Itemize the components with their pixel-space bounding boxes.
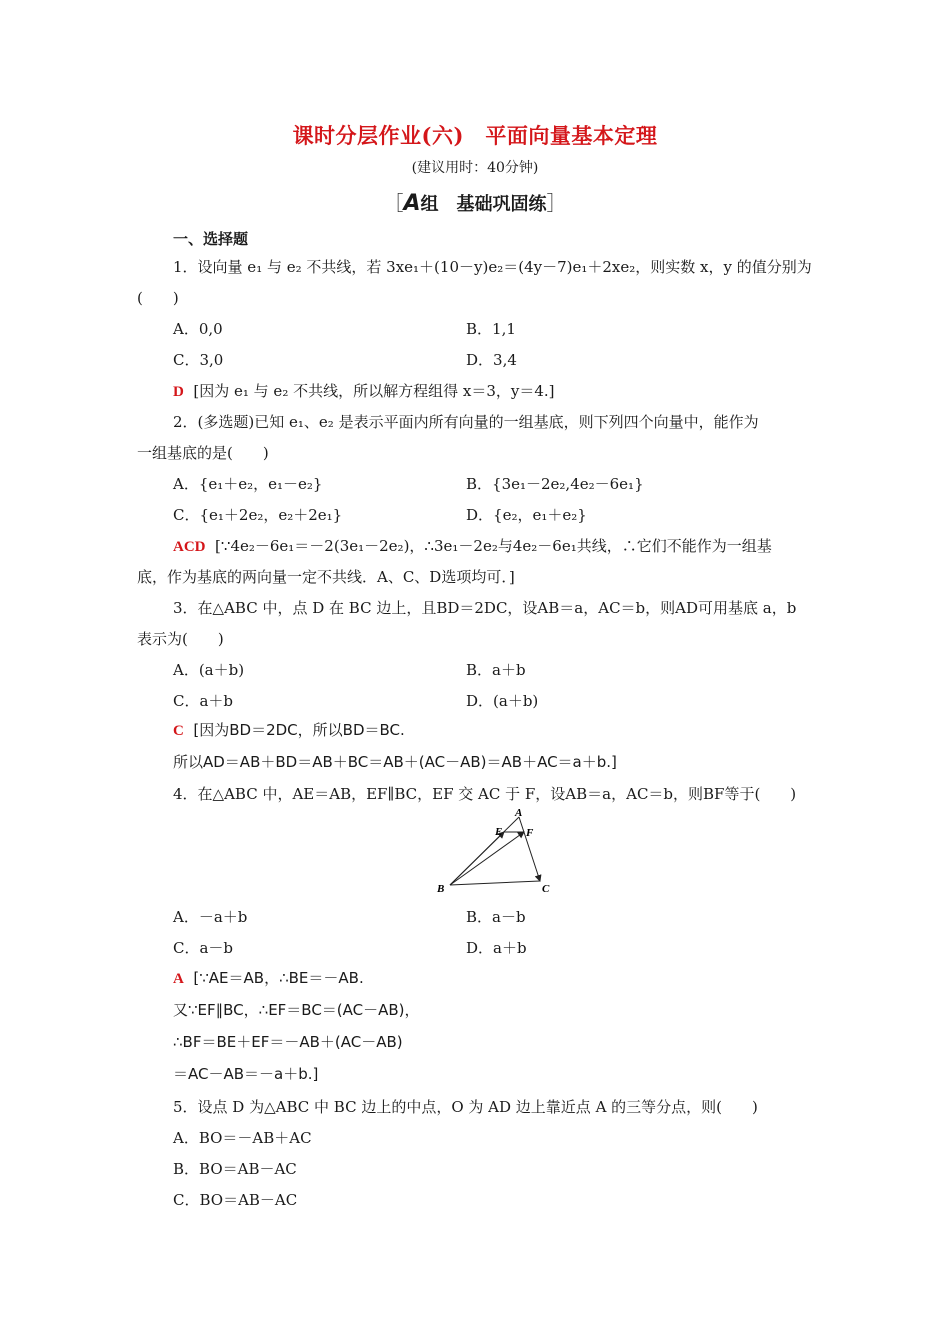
- q3-answer: [173, 719, 863, 740]
- q3-explanation-cont: 所以AD＝AB＋BD＝AB＋BC＝AB＋(AC－AB)＝AB＋AC＝a＋b.]: [173, 753, 617, 771]
- q1-stem-cont: ( ): [137, 289, 179, 307]
- label-a: A: [515, 808, 523, 819]
- q4-explanation-3: ∴BF＝BE＋EF＝－AB＋(AC－AB): [173, 1033, 403, 1051]
- bracket-open: ［: [383, 191, 404, 215]
- group-title: 组 基础巩固练: [420, 194, 547, 215]
- q4-stem: 4．在△ABC 中，AE＝AB，EF∥BC，EF 交 AC 于 F，设AB＝a，AC＝b，则BF等于( ): [173, 785, 797, 803]
- triangle-figure: [432, 808, 562, 898]
- q3-answer-letter: C: [173, 723, 184, 739]
- q4-explanation-4: ＝AC－AB＝－a＋b.]: [173, 1065, 319, 1083]
- q3-option-d: D．(a＋b): [466, 692, 539, 710]
- q4-option-a: A．－a＋b: [173, 908, 248, 926]
- q2-option-b: B．{3e₁－2e₂,4e₂－6e₁}: [466, 475, 644, 493]
- q5-option-c: C．BO＝AB－AC: [173, 1191, 298, 1209]
- q4-answer: [173, 967, 863, 988]
- q4-option-c: C．a－b: [173, 939, 234, 957]
- q3-explanation: [因为BD＝2DC，所以BD＝BC.: [193, 721, 405, 739]
- q1-option-a: A．0,0: [173, 320, 223, 338]
- label-f: F: [526, 827, 534, 839]
- q2-option-a: A．{e₁＋e₂，e₁－e₂}: [173, 475, 323, 493]
- q4-explanation: [∵AE＝AB，∴BE＝－AB.: [193, 969, 364, 987]
- q1-answer-letter: D: [173, 384, 184, 400]
- label-e: E: [495, 826, 503, 838]
- q5-option-b: B．BO＝AB－AC: [173, 1160, 297, 1178]
- group-banner: [0, 187, 950, 216]
- q2-answer-letters: ACD: [173, 539, 206, 555]
- group-letter: A: [403, 191, 421, 216]
- q2-explanation-cont: 底，作为基底的两向量一定不共线．A、C、D选项均可．]: [137, 568, 515, 586]
- vector-bf: [450, 832, 524, 885]
- q1-option-b: B．1,1: [466, 320, 516, 338]
- q4-explanation-2: 又∵EF∥BC，∴EF＝BC＝(AC－AB)，: [173, 1001, 420, 1019]
- q2-stem-cont: 一组基底的是( ): [137, 444, 269, 462]
- q1-option-d: D．3,4: [466, 351, 517, 369]
- bracket-close: ］: [546, 191, 567, 215]
- suggested-time: (建议用时：40分钟): [411, 160, 539, 176]
- q2-option-d: D．{e₂，e₁＋e₂}: [466, 506, 587, 524]
- q3-stem: 3．在△ABC 中，点 D 在 BC 边上，且BD＝2DC，设AB＝a，AC＝b，则AD可用基底 a，b: [173, 599, 797, 617]
- q1-answer: [173, 380, 863, 401]
- q3-option-a: A．(a＋b): [173, 661, 245, 679]
- q2-stem: 2．(多选题)已知 e₁、e₂ 是表示平面内所有向量的一组基底，则下列四个向量中，能作为: [173, 413, 759, 431]
- q3-option-b: B．a＋b: [466, 661, 526, 679]
- q1-option-c: C．3,0: [173, 351, 224, 369]
- q5-stem: 5．设点 D 为△ABC 中 BC 边上的中点，O 为 AD 边上靠近点 A 的三等分点，则( ): [173, 1098, 758, 1116]
- q3-stem-cont: 表示为( ): [137, 630, 224, 648]
- q4-option-b: B．a－b: [466, 908, 526, 926]
- page-title: 课时分层作业(六) 平面向量基本定理: [292, 123, 658, 148]
- q5-option-a: A．BO＝－AB＋AC: [173, 1129, 312, 1147]
- q2-explanation: [∵4e₂－6e₁＝－2(3e₁－2e₂)，∴3e₁－2e₂与4e₂－6e₁共线，∴它们不能作为一组基: [215, 537, 772, 555]
- q2-option-c: C．{e₁＋2e₂，e₂＋2e₁}: [173, 506, 343, 524]
- q3-option-c: C．a＋b: [173, 692, 234, 710]
- side-bc: [450, 881, 540, 885]
- label-b: B: [437, 883, 445, 895]
- q4-answer-letter: A: [173, 971, 184, 987]
- q4-option-d: D．a＋b: [466, 939, 527, 957]
- q2-answer: [173, 535, 863, 556]
- section-heading: 一、选择题: [173, 230, 249, 248]
- q1-stem: 1．设向量 e₁ 与 e₂ 不共线，若 3xe₁＋(10－y)e₂＝(4y－7)e₁＋2xe₂，则实数 x，y 的值分别为: [173, 258, 812, 276]
- vector-be: [450, 832, 504, 885]
- label-c: C: [542, 883, 550, 895]
- q1-explanation: [因为 e₁ 与 e₂ 不共线，所以解方程组得 x＝3，y＝4.]: [193, 382, 555, 400]
